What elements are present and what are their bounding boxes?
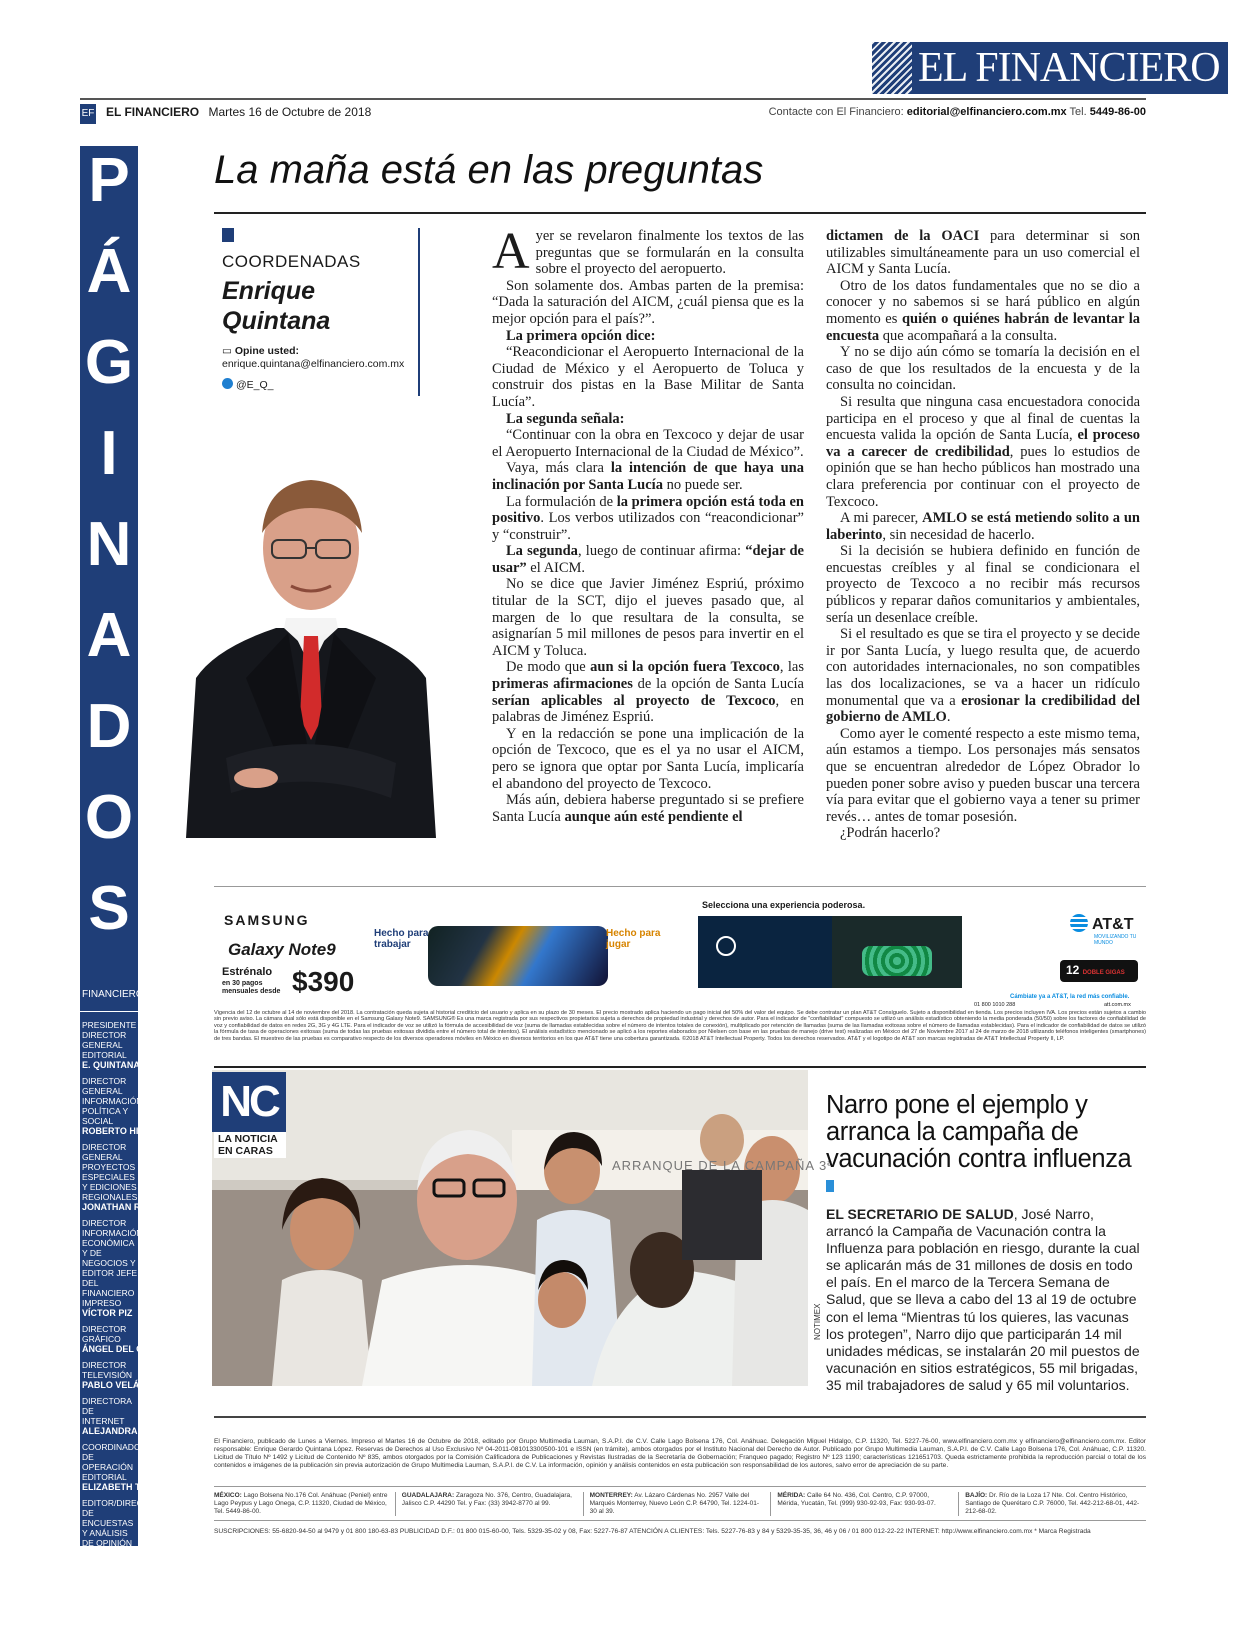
article-paragraph xyxy=(492,460,804,493)
staff-list xyxy=(80,1020,182,1640)
paragraph-text: Si el resultado es que se tira el proyecto y se decide ir por Santa Lucía, y luego resulta que, de acuerdo con autoridades internacionales, no son compatibles las dos localizaciones, se va a hacer un ridículo monumental que va a xyxy=(826,626,1140,709)
article-paragraph xyxy=(492,223,804,280)
article-column-2 xyxy=(826,228,1140,842)
twitter-handle-text: @E_Q_ xyxy=(236,379,274,391)
bold-text: erosionar la credibilidad del gobierno de AMLO xyxy=(826,692,1140,726)
staff-name: JONATHAN RUIZ xyxy=(82,1202,155,1212)
ad-plazo: en 30 pagos mensuales desde xyxy=(222,980,281,995)
author-portrait-image xyxy=(186,478,436,838)
footer-rule xyxy=(214,1416,1146,1418)
nc-logo: NC xyxy=(212,1072,286,1132)
staff-entry xyxy=(80,1442,172,1492)
paragraph-text: Si resulta que ninguna casa encuestadora conocida participa en el proceso y que al final de cuentas la encuesta valida la opción de Santa Lucía, xyxy=(826,393,1140,444)
contact-email-link[interactable]: editorial@elfinanciero.com.mx xyxy=(906,106,1067,118)
article-paragraph xyxy=(826,344,1140,394)
ad-rule xyxy=(214,886,1146,887)
article-paragraph xyxy=(492,427,804,460)
nc-rule xyxy=(214,1066,1146,1068)
photo-sign: ARRANQUE DE LA CAMPAÑA 3ª xyxy=(612,1158,834,1173)
paragraph-text: “Reacondicionar el Aeropuerto Internacional de la Ciudad de México y el Aeropuerto de Toluca y construir dos pistas en la Base Militar de Santa Lucía”. xyxy=(492,344,804,410)
article-paragraph xyxy=(826,510,1140,543)
section-name-vertical xyxy=(82,146,136,943)
bold-text: dictamen de la OACI xyxy=(826,228,980,244)
nc-lead: EL SECRETARIO DE SALUD xyxy=(826,1206,1014,1222)
bold-text: La primera opción dice: xyxy=(506,327,656,344)
twitter-handle[interactable] xyxy=(222,378,274,391)
paragraph-text: No se dice que Javier Jiménez Espriú, próximo titular de la SCT, dijo el jueves pasado que, al margen de lo que resultara de la consulta, se asignarían 5 mil millones de pesos para invertir en el AICM y Toluca. xyxy=(492,576,804,659)
office-city: MONTERREY: xyxy=(589,1492,633,1499)
article-paragraph xyxy=(492,344,804,410)
staff-entry xyxy=(80,1142,155,1212)
publication-info: El Financiero, publicado de Lunes a Viernes. Impreso el Martes 16 de Octubre de 2018, editado por Grupo Multimedia Lauman, S.A.P.I. de C.V. Calle Lago Bolsena 176, Col. Anáhuac. Delegación Miguel Hidalgo, C.P. 11320, Tel. 5227-76-00, www.elfinanciero.com.mx y elfinanciero@elfinanciero.com.mx. Editor responsable: Enrique Gerardo Quintana López. Reservas de Derechos al Uso Exclusivo Nº 04-2011-081013300500-101 e ISSN (en trámite), ambos otorgados por el Instituto Nacional del Derecho de Autor. Publicado por Grupo Multimedia Lauman, S.A.P.I. de C.V. Calle Lago Bolsena 176, Col. Anáhuac, C.P. 11320. Licitud de Título Nº 1492 y Licitud de Contenido Nº 835, ambos otorgados por la Comisión Calificadora de Publicaciones y Revistas Ilustradas de la Secretaría de Gobernación; Franqueo pagado; Registro Nº 123 1190; características 121651703. Queda estrictamente prohibida la reproducción parcial o total de los contenidos e imágenes de la publicación sin previa autorización de Grupo Multimedia Lauman, S.A.P.I. de C.V. La información, opinión y análisis contenidos en esta publicación son responsabilidad de los autores, salvo error de apreciación de su parte. xyxy=(214,1438,1146,1469)
footer-rule-3 xyxy=(214,1520,1146,1521)
bold-text: La segunda xyxy=(506,543,578,560)
drop-cap: A xyxy=(492,223,530,280)
office-entry xyxy=(958,1492,1146,1516)
article-paragraph xyxy=(492,543,804,576)
staff-name: ROBERTO HIRIART xyxy=(82,1126,166,1136)
ad-play-label: Hecho para jugar xyxy=(606,928,661,950)
opine-block xyxy=(222,345,404,371)
staff-role: PRESIDENTE DIRECTOR GENERAL EDITORIAL xyxy=(82,1020,137,1060)
photo-credit: NOTIMEX xyxy=(813,1303,822,1340)
staff-role: DIRECTOR DE CIRCULACIÓN xyxy=(82,1600,141,1630)
tel-label: Tel. xyxy=(1069,106,1087,118)
office-entry xyxy=(395,1492,583,1516)
paragraph-text: que acompañará a la consulta. xyxy=(879,327,1058,344)
twitter-icon xyxy=(222,378,233,389)
staff-entry xyxy=(80,1498,182,1558)
office-entry xyxy=(583,1492,771,1516)
section-letter: I xyxy=(100,419,118,488)
section-letter: Á xyxy=(86,237,132,306)
column-name: COORDENADAS xyxy=(222,252,361,271)
staff-role: DIRECTOR TELEVISIÓN xyxy=(82,1360,133,1380)
paragraph-text: Si la decisión se hubiera definido en función de encuestas creíbles y al final se condicionara el proyecto de Texcoco a no recibir más recursos públicos y reparar daños comunitarios y ambientales, sería un desenlace creíble. xyxy=(826,543,1140,626)
ad-model: Galaxy Note9 xyxy=(228,940,336,959)
paragraph-text: Y en la redacción se pone una implicación de la opción de Texcoco, que es el ya no usar el AICM, pero se ignora que optar por Santa Lucía, implicaría el abandono del proyecto de Texcoco. xyxy=(492,725,804,792)
staff-entry xyxy=(80,1360,170,1390)
page-header xyxy=(80,98,1146,122)
staff-name: VÍCTOR PIZ xyxy=(82,1308,133,1318)
ad-estrenalo: Estrénalo xyxy=(222,966,273,978)
office-address: Calle 64 No. 436, Col. Centro, C.P. 97000, Mérida, Yucatán, Tel. (999) 930-92-93, Fax: 930-93-07. xyxy=(777,1492,936,1507)
section-letter: G xyxy=(84,328,134,397)
phone-image xyxy=(428,926,608,986)
paragraph-text: , luego de continuar afirma: xyxy=(577,543,746,560)
bold-text: quién o quiénes habrán de levantar la encuesta xyxy=(826,310,1140,344)
paragraph-text: Son solamente dos. Ambas parten de la premisa: “Dada la saturación del AICM, ¿cuál piensa que es la mejor opción para el país?”. xyxy=(492,277,804,327)
paragraph-text: Como ayer le comenté respecto a este mismo tema, aún estamos a tiempo. Los personajes más sensatos que se encuentran alrededor de López Obrador lo pueden poner sobre aviso y pueden buscar una tercera vía para evitar que el gobierno vaya a tener su primer revés… antes de tomar posesión. xyxy=(826,725,1140,825)
att-text: AT&T xyxy=(1092,916,1134,933)
staff-role: DIRECTOR GENERAL PROYECTOS ESPECIALES Y EDICIONES REGIONALES xyxy=(82,1142,138,1202)
office-address: Zaragoza No. 376, Centro, Guadalajara, Jalisco C.P. 44290 Tel. y Fax: (33) 3942-8770 al 99. xyxy=(401,1492,572,1507)
bold-text: primeras afirmaciones xyxy=(492,676,633,693)
att-tagline: MOVILIZANDO TU MUNDO xyxy=(1094,934,1137,946)
author-photo xyxy=(186,478,436,838)
paragraph-text: yer se revelaron finalmente los textos de las preguntas que se formularán en la consulta sobre el proyecto del aeropuerto. xyxy=(535,228,804,278)
ef-mark-icon: EF xyxy=(80,104,96,124)
paragraph-text: Y no se dijo aún cómo se tomaría la decisión en el caso de que los resultados de la encuesta y de la consulta no coincidan. xyxy=(826,344,1140,394)
gigas-number: 12 xyxy=(1066,963,1080,977)
office-address: Dr. Río de la Loza 17 Nte. Col. Centro Histórico, Santiago de Querétaro C.P. 76000, Tel. 442-212-68-01, 442-212-68-02. xyxy=(965,1492,1140,1515)
staff-entry xyxy=(80,1564,166,1594)
article-paragraph xyxy=(826,825,1140,842)
author-email-link[interactable]: enrique.quintana@elfinanciero.com.mx xyxy=(222,358,405,370)
paragraph-text: , sin necesidad de hacerlo. xyxy=(882,526,1035,543)
staff-name: ELIZABETH SÁENZ xyxy=(82,1584,166,1594)
article-paragraph xyxy=(826,543,1140,626)
paragraph-text: , en palabras de Jiménez Espriú. xyxy=(492,692,804,726)
section-letter: O xyxy=(84,783,134,852)
nc-body xyxy=(826,1206,1144,1394)
paragraph-text: , las xyxy=(779,659,805,676)
paragraph-text: . xyxy=(946,709,951,726)
bold-text: la intención de que haya una inclinación por Santa Lucía xyxy=(492,460,804,493)
staff-role: DIRECTOR GENERAL INFORMACIÓN POLÍTICA Y SOCIAL xyxy=(82,1076,143,1126)
columnist-box xyxy=(222,228,420,416)
paragraph-text: “Continuar con la obra en Texcoco y dejar de usar el Aeropuerto Internacional de la Ciudad de México”. xyxy=(492,427,804,460)
dex-image xyxy=(698,916,832,988)
paragraph-text: Vaya, más clara xyxy=(506,460,611,477)
offices xyxy=(214,1492,1146,1516)
section-letter: D xyxy=(86,692,132,761)
staff-name: FERNANDO ARNAUD xyxy=(82,1630,175,1640)
staff-entry xyxy=(80,1020,138,1070)
staff-logo: FINANCIERO xyxy=(80,990,138,1012)
staff-role: DIRECTOR INFORMACIÓN ECONÓMICA Y DE NEGOCIOS Y EDITOR JEFE DEL FINANCIERO IMPRESO xyxy=(82,1218,143,1308)
ad-brand: SAMSUNG xyxy=(224,912,310,928)
ad-price: $390 xyxy=(292,966,355,997)
header-paper-name: EL FINANCIERO xyxy=(106,105,200,119)
staff-name: PABLO VELÁZQUEZ xyxy=(82,1380,170,1390)
staff-role: DIRECTOR GRÁFICO xyxy=(82,1324,127,1344)
bold-text: el proceso va a carecer de credibilidad xyxy=(826,427,1140,460)
column-mark-icon xyxy=(222,228,234,242)
article-paragraph xyxy=(492,494,804,544)
staff-name: ELIZABETH TORREZ xyxy=(82,1482,172,1492)
bold-text: aun si la opción fuera Texcoco xyxy=(590,659,780,676)
paragraph-text: el AICM. xyxy=(526,559,586,576)
office-city: MÉRIDA: xyxy=(777,1492,806,1499)
section-letter: N xyxy=(86,510,132,579)
bold-text: serían aplicables al proyecto de Texcoco xyxy=(492,692,776,709)
att-phone: 01 800 1010 288 xyxy=(974,1002,1016,1008)
article-paragraph xyxy=(492,792,804,825)
subscriptions: SUSCRIPCIONES: 55-6820-94-50 al 9479 y 01 800 180-63-83 PUBLICIDAD D.F.: 01 800 015-60-00, Tels. 5329-35-02 y 08, Fax: 5227-76-87 ATENCIÓN A CLIENTES: Tels. 5227-76-83 y 84 y 5329-35-35, 36, 46 y 06 / 01 800 012-22-22 INTERNET: http://www.elfinanciero.com.mx * Marca Registrada xyxy=(214,1528,1091,1535)
speech-bubble-icon: ▭ xyxy=(222,345,232,357)
article-paragraph xyxy=(826,626,1140,726)
staff-directory xyxy=(80,989,182,1646)
office-city: MÉXICO: xyxy=(214,1492,242,1499)
contact-tel: 5449-86-00 xyxy=(1089,106,1146,118)
staff-entry xyxy=(80,1076,166,1136)
el-financiero-logo[interactable] xyxy=(872,42,1228,94)
office-address: Lago Bolsena No.176 Col. Anáhuac (Peniel) entre Lago Peypus y Lago Onega, C.P. 11320, Ciudad de México, Tel. 5449-86-00. xyxy=(214,1492,388,1515)
att-url-link[interactable]: att.com.mx xyxy=(1104,1002,1131,1008)
staff-name: ALEJANDRA CÉSAR xyxy=(82,1426,172,1436)
att-logo xyxy=(1070,914,1133,934)
paragraph-text: A mi parecer, xyxy=(840,510,923,527)
article-paragraph xyxy=(492,328,804,345)
vaccination-photo-image xyxy=(212,1070,808,1386)
paragraph-text: . Los verbos utilizados con “reacondicionar” y “construir”. xyxy=(492,510,804,543)
bold-text: “dejar de usar” xyxy=(492,543,804,576)
article-paragraph xyxy=(826,228,1140,278)
header-contact xyxy=(769,106,1146,118)
globe-icon xyxy=(872,42,912,94)
paragraph-text: La formulación de xyxy=(506,493,617,510)
nc-tagline: LA NOTICIA EN CARAS xyxy=(214,1132,286,1158)
game-image xyxy=(832,916,962,988)
paragraph-text: De modo que xyxy=(506,659,591,676)
staff-role: COORDINADORA DE OPERACIÓN EDITORIAL xyxy=(82,1442,152,1482)
article-paragraph xyxy=(492,411,804,428)
author-name: Enrique Quintana xyxy=(222,277,331,335)
paragraph-text: ¿Podrán hacerlo? xyxy=(840,825,941,842)
att-samsung-ad[interactable] xyxy=(214,896,1146,1008)
staff-entry xyxy=(80,1324,182,1354)
att-cambiate: Cámbiate ya a AT&T, la red más confiable. xyxy=(1010,994,1130,1000)
ad-work-label: Hecho para trabajar xyxy=(374,928,429,950)
office-city: BAJÍO: xyxy=(965,1492,988,1499)
office-entry xyxy=(770,1492,958,1516)
gigas-label: DOBLE GIGAS xyxy=(1082,970,1125,976)
contact-label: Contacte con El Financiero: xyxy=(768,106,904,118)
paragraph-text: Más aún, debiera haberse preguntado si se prefiere Santa Lucía xyxy=(492,792,804,825)
bold-text: la primera opción está toda en positivo xyxy=(492,493,804,527)
article-paragraph xyxy=(826,394,1140,510)
header-left xyxy=(106,105,371,119)
column-box-rule xyxy=(418,228,420,396)
article-paragraph xyxy=(492,576,804,659)
staff-name: E. QUINTANA xyxy=(82,1060,140,1070)
article-column-1 xyxy=(492,223,805,825)
paragraph-text: , pues lo estudios de opinión que se han hecho públicos han mostrado una clara preferencia por continuar con el proyecto de Texcoco. xyxy=(826,443,1140,510)
office-city: GUADALAJARA: xyxy=(401,1492,455,1499)
paragraph-text: de la opción de Santa Lucía xyxy=(632,676,804,693)
opine-label: Opine usted: xyxy=(234,345,300,357)
paragraph-text: Otro de los datos fundamentales que no se dio a conocer y no sabemos si se hará público en algún momento es xyxy=(826,277,1140,327)
paragraph-text: para determinar si son utilizables simultáneamente para un uso comercial el AICM y Santa Lucía. xyxy=(826,228,1140,278)
att-globe-icon xyxy=(1070,914,1088,932)
ad-select: Selecciona una experiencia poderosa. xyxy=(702,900,866,910)
logo-text: EL FINANCIERO xyxy=(918,45,1220,91)
staff-role: DIRECTORA COMERCIAL xyxy=(82,1564,133,1584)
nc-mark-icon xyxy=(826,1180,834,1192)
staff-entry xyxy=(80,1396,172,1436)
article-paragraph xyxy=(826,726,1140,826)
article-paragraph xyxy=(492,659,804,725)
headline-rule xyxy=(214,212,1146,214)
nc-headline: Narro pone el ejemplo y arranca la campaña de vacunación contra influenza xyxy=(826,1091,1132,1173)
section-letter: A xyxy=(86,601,132,670)
gigas-badge xyxy=(1060,960,1138,982)
bold-text: aunque aún esté pendiente el xyxy=(564,808,743,825)
staff-role: EDITOR/DIRECTOR DE ENCUESTAS Y ANÁLISIS DE OPINIÓN xyxy=(82,1498,161,1548)
nc-body-text: , José Narro, arrancó la Campaña de Vacunación contra la Influenza para población en riesgo, durante la cual se aplicarán más de 31 millones de dosis en todo el país. En el marco de la Tercera Semana de Salud, que se lleva a cabo del 13 al 19 de octubre con el lema “Mientras tú los quieres, las vacunas los protegen”, Narro dijo que participarán 14 mil unidades médicas, se instalarán 20 mil puestos de vacunación en sitios estratégicos, 55 mil brigadas, 35 mil trabajadores de salud y 65 mil voluntarios. xyxy=(826,1206,1140,1393)
footer-rule-2 xyxy=(214,1486,1146,1487)
article-paragraph xyxy=(492,726,804,792)
bold-text: La segunda señala: xyxy=(506,410,625,427)
paragraph-text: no puede ser. xyxy=(662,476,743,493)
ad-fineprint: Vigencia del 12 de octubre al 14 de noviembre del 2018. La contratación queda sujeta al historial crediticio del usuario y aplica en su plazo de 30 meses. El precio mostrado aplica haciendo un pago inicial del 50% del valor del equipo. Se debe contratar un plan AT&T Consíguelo. Sujeto a disponibilidad en tienda. Los precios incluyen IVA. Los precios están sujetos a cambio sin previo aviso. La cámara dual sólo está disponible en el Samsung Galaxy Note9. SAMSUNG® Es una marca registrada por sus respectivos propietarios sujeta a derechos de propiedad industrial y derechos de autor. Para el indicador de "confiabilidad" compuesto se utilizó un análisis estadístico obteniendo la media ponderada (50/50) sobre los factores de confiabilidad de voz y confiabilidad de datos en redes 2G, 3G y 4G LTE. Para el indicador de voz se utilizó la fórmula de accesibilidad de voz (suma de llamadas establecidas sobre el número de intentos totales de conexión), multiplicado por retención de llamadas (suma de las llamadas exitosas sobre el número de llamadas establecidas). Para el indicador de confiabilidad de datos se utilizó la fórmula de tasa de operaciones exitosas (suma de todas las pruebas exitosas dividida entre el número total de intentos). El análisis estadístico mencionado se aplicó a los reportes elaborados por Nielsen con base en las pruebas de manejo (drive test) realizadas en México del 27 de Noviembre 2017 al 24 de marzo de 2018 utilizando teléfonos inteligentes (smartphones) de tres bandas. El muestreo de las pruebas es comparativo respecto de los diversos operadores móviles en México en diversos territorios en los que AT&T tiene una cobertura garantizada. ©2018 AT&T Intellectual Property. Todos los derechos reservados. AT&T y el logotipo de AT&T son marcas registradas de AT&T Intellectual Property II, LP. xyxy=(214,1010,1146,1042)
bold-text: AMLO se está metiendo solito a un laberinto xyxy=(826,510,1140,543)
staff-name: ALEJANDRO MORENO xyxy=(82,1548,182,1558)
office-entry xyxy=(214,1492,395,1516)
dex-icon xyxy=(716,936,736,956)
staff-entry xyxy=(80,1600,175,1640)
staff-role: DIRECTORA DE INTERNET xyxy=(82,1396,132,1426)
section-letter: S xyxy=(88,874,130,943)
section-letter: P xyxy=(88,146,130,215)
staff-name: ÁNGEL DEL CASTILLO xyxy=(82,1344,182,1354)
article-paragraph xyxy=(826,278,1140,344)
office-address: Av. Lázaro Cárdenas No. 2957 Valle del Marqués Monterrey, Nuevo León C.P. 64790, Tel. 1224-01-30 al 39. xyxy=(589,1492,760,1515)
article-headline: La maña está en las preguntas xyxy=(214,148,764,192)
staff-entry xyxy=(80,1218,143,1318)
article-paragraph xyxy=(492,278,804,328)
header-date: Martes 16 de Octubre de 2018 xyxy=(208,105,372,119)
